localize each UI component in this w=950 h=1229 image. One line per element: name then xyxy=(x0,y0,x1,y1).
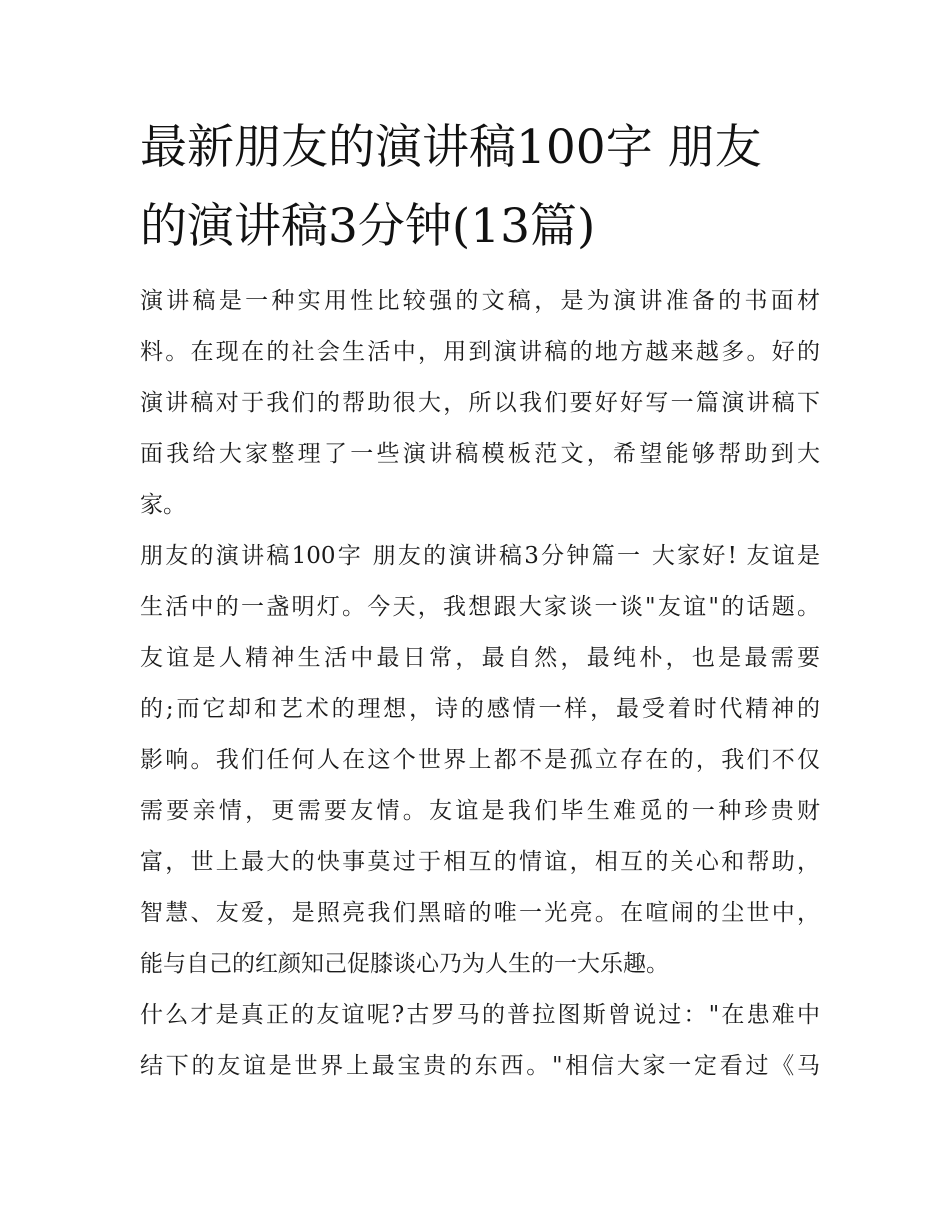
paragraph-speech-2 xyxy=(140,990,820,1092)
text-line: 家。 xyxy=(140,492,186,518)
title-line-1: 最新朋友的演讲稿100字 朋友 xyxy=(140,120,762,175)
text-line: 友谊是人精神生活中最日常，最自然，最纯朴，也是最需要 xyxy=(140,645,820,671)
document-body xyxy=(140,276,820,1092)
text-line: 演讲稿对于我们的帮助很大，所以我们要好好写一篇演讲稿下 xyxy=(140,390,820,416)
text-line: 能与自己的红颜知己促膝谈心乃为人生的一大乐趣。 xyxy=(140,951,669,977)
text-line: 朋友的演讲稿100字 朋友的演讲稿3分钟篇一 大家好! 友谊是 xyxy=(140,543,820,569)
text-line: 演讲稿是一种实用性比较强的文稿，是为演讲准备的书面材 xyxy=(140,288,820,314)
text-line: 生活中的一盏明灯。今天，我想跟大家谈一谈"友谊"的话题。 xyxy=(140,594,820,620)
text-line: 面我给大家整理了一些演讲稿模板范文，希望能够帮助到大 xyxy=(140,441,820,467)
text-line: 智慧、友爱，是照亮我们黑暗的唯一光亮。在喧闹的尘世中， xyxy=(140,900,820,926)
paragraph-intro xyxy=(140,276,820,531)
text-line: 需要亲情，更需要友情。友谊是我们毕生难觅的一种珍贵财 xyxy=(140,798,820,824)
text-line: 什么才是真正的友谊呢?古罗马的普拉图斯曾说过："在患难中 xyxy=(140,1002,820,1028)
text-line: 结下的友谊是世界上最宝贵的东西。"相信大家一定看过《马 xyxy=(140,1053,820,1079)
title-line-2: 的演讲稿3分钟(13篇) xyxy=(140,199,596,254)
text-line: 富，世上最大的快事莫过于相互的情谊，相互的关心和帮助， xyxy=(140,849,820,875)
document-title xyxy=(140,108,830,266)
paragraph-speech-1 xyxy=(140,531,820,990)
text-line: 料。在现在的社会生活中，用到演讲稿的地方越来越多。好的 xyxy=(140,339,820,365)
text-line: 的;而它却和艺术的理想，诗的感情一样，最受着时代精神的 xyxy=(140,696,820,722)
text-line: 影响。我们任何人在这个世界上都不是孤立存在的，我们不仅 xyxy=(140,747,820,773)
